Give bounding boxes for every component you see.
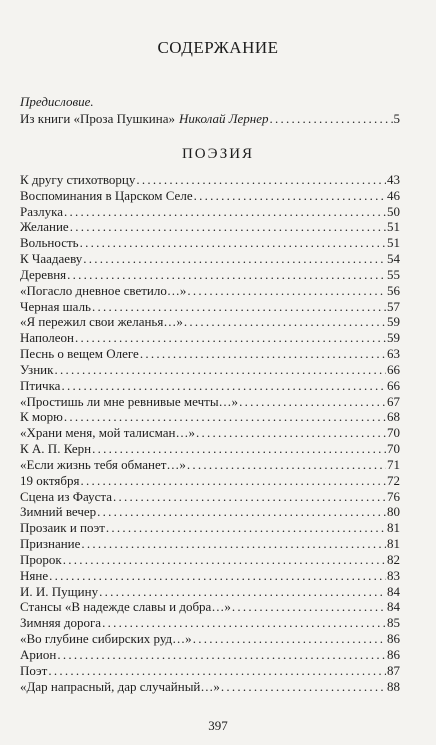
toc-entry bbox=[20, 219, 400, 235]
toc-entry bbox=[20, 188, 400, 204]
toc-entry bbox=[20, 489, 400, 505]
preface-entry bbox=[20, 111, 400, 126]
entry-title: Птичка bbox=[20, 377, 61, 393]
toc-entry bbox=[20, 473, 400, 489]
entry-page-number: 76 bbox=[387, 488, 400, 504]
entry-page-number: 50 bbox=[387, 203, 400, 219]
entry-page-number: 82 bbox=[387, 551, 400, 567]
dot-leader bbox=[193, 631, 386, 646]
entry-page-number: 46 bbox=[387, 187, 400, 203]
entry-title: Песнь о вещем Олеге bbox=[20, 346, 139, 362]
entry-page-number: 56 bbox=[387, 282, 400, 298]
entry-title: Признание bbox=[20, 536, 81, 552]
entry-page-number: 84 bbox=[387, 599, 400, 615]
dot-leader bbox=[48, 663, 386, 678]
dot-leader bbox=[221, 679, 386, 694]
entry-title: «Во глубине сибирских руд…» bbox=[20, 631, 192, 647]
entry-page-number: 86 bbox=[387, 631, 400, 647]
toc-entry bbox=[20, 251, 400, 267]
toc-entry bbox=[20, 283, 400, 299]
toc-entry bbox=[20, 267, 400, 283]
dot-leader bbox=[97, 504, 386, 519]
section-title: ПОЭЗИЯ bbox=[181, 146, 255, 162]
entry-page-number: 51 bbox=[387, 219, 400, 235]
entry-title: Зимний вечер bbox=[20, 504, 97, 520]
toc-entry bbox=[20, 599, 400, 615]
entry-title: 19 октября bbox=[20, 472, 80, 488]
entry-page-number: 51 bbox=[387, 235, 400, 251]
preface-label: Предисловие. bbox=[20, 94, 94, 109]
dot-leader bbox=[61, 378, 386, 393]
entry-page-number: 72 bbox=[387, 472, 400, 488]
entry-title: Наполеон bbox=[20, 330, 74, 346]
entry-title: «Простишь ли мне ревнивые мечты…» bbox=[20, 393, 239, 409]
entry-title: К морю bbox=[20, 409, 63, 425]
dot-leader bbox=[92, 441, 386, 456]
entry-page-number: 71 bbox=[387, 456, 400, 472]
entry-title: Зимняя дорога bbox=[20, 615, 102, 631]
preface-entry-title bbox=[20, 111, 269, 126]
entry-page-number: 54 bbox=[387, 251, 400, 267]
dot-leader bbox=[187, 457, 386, 472]
toc-entry bbox=[20, 362, 400, 378]
dot-leader bbox=[140, 346, 386, 361]
toc-entry bbox=[20, 631, 400, 647]
toc-entry bbox=[20, 536, 400, 552]
entry-title: Сцена из Фауста bbox=[20, 488, 112, 504]
entry-title: Пророк bbox=[20, 551, 62, 567]
dot-leader bbox=[239, 394, 386, 409]
entry-title: Узник bbox=[20, 361, 54, 377]
dot-leader bbox=[54, 362, 386, 377]
entry-title: Прозаик и поэт bbox=[20, 520, 105, 536]
dot-leader bbox=[92, 299, 386, 314]
toc-entry bbox=[20, 679, 400, 695]
entry-page-number: 86 bbox=[387, 646, 400, 662]
entry-page-number: 67 bbox=[387, 393, 400, 409]
dot-leader bbox=[80, 235, 386, 250]
toc-entry bbox=[20, 299, 400, 315]
toc-entry bbox=[20, 568, 400, 584]
dot-leader bbox=[99, 584, 386, 599]
toc-entry bbox=[20, 552, 400, 568]
entry-page-number: 84 bbox=[387, 583, 400, 599]
dot-leader bbox=[64, 204, 386, 219]
entry-page-number: 59 bbox=[387, 314, 400, 330]
entry-page-number: 87 bbox=[387, 662, 400, 678]
entry-page-number: 88 bbox=[387, 678, 400, 694]
entry-title: «Я пережил свои желанья…» bbox=[20, 314, 183, 330]
dot-leader bbox=[63, 552, 386, 567]
entry-page-number: 81 bbox=[387, 536, 400, 552]
page-title: СОДЕРЖАНИЕ bbox=[157, 38, 279, 57]
entry-page-number: 66 bbox=[387, 361, 400, 377]
entry-title: Разлука bbox=[20, 203, 64, 219]
entry-title: «Если жизнь тебя обманет…» bbox=[20, 456, 186, 472]
entry-page-number: 81 bbox=[387, 520, 400, 536]
toc-entry bbox=[20, 394, 400, 410]
entry-title: «Дар напрасный, дар случайный…» bbox=[20, 678, 220, 694]
entry-title: Поэт bbox=[20, 662, 48, 678]
entry-title: «Храни меня, мой талисман…» bbox=[20, 425, 195, 441]
entry-page-number: 59 bbox=[387, 330, 400, 346]
entry-title: Вольность bbox=[20, 235, 79, 251]
dot-leader bbox=[194, 188, 386, 203]
dot-leader bbox=[106, 520, 386, 535]
dot-leader bbox=[80, 473, 386, 488]
toc-entry bbox=[20, 378, 400, 394]
toc-entry bbox=[20, 235, 400, 251]
dot-leader bbox=[67, 267, 386, 282]
entry-page-number: 68 bbox=[387, 409, 400, 425]
toc-entry bbox=[20, 425, 400, 441]
dot-leader bbox=[113, 489, 386, 504]
entry-page-number: 63 bbox=[387, 346, 400, 362]
toc-entry bbox=[20, 520, 400, 536]
entry-title: К другу стихотворцу bbox=[20, 172, 136, 187]
dot-leader bbox=[83, 251, 386, 266]
toc-entry bbox=[20, 647, 400, 663]
entry-title: К А. П. Керн bbox=[20, 441, 92, 457]
dot-leader bbox=[57, 647, 386, 662]
entry-title: Стансы «В надежде славы и добра…» bbox=[20, 599, 231, 615]
dot-leader bbox=[75, 330, 386, 345]
entry-page-number: 85 bbox=[387, 615, 400, 631]
entry-page-number: 57 bbox=[387, 298, 400, 314]
entry-page-number: 5 bbox=[393, 111, 400, 126]
entry-title: Из книги «Проза Пушкина» bbox=[20, 111, 175, 126]
toc-entry bbox=[20, 409, 400, 425]
toc-entry bbox=[20, 615, 400, 631]
entry-title: И. И. Пущину bbox=[20, 583, 99, 599]
entry-page-number: 55 bbox=[387, 266, 400, 282]
dot-leader bbox=[64, 409, 386, 424]
dot-leader bbox=[81, 536, 386, 551]
toc-entry bbox=[20, 172, 400, 188]
dot-leader bbox=[136, 172, 386, 187]
entry-title: Деревня bbox=[20, 266, 67, 282]
entry-author: Николай Лернер bbox=[178, 111, 269, 126]
dot-leader bbox=[270, 111, 393, 126]
entry-title: Няне bbox=[20, 567, 49, 583]
dot-leader bbox=[49, 568, 386, 583]
toc-entry bbox=[20, 346, 400, 362]
toc-entry bbox=[20, 314, 400, 330]
toc-entry bbox=[20, 457, 400, 473]
entry-title: «Погасло дневное светило…» bbox=[20, 282, 187, 298]
toc-entry bbox=[20, 330, 400, 346]
dot-leader bbox=[196, 425, 386, 440]
dot-leader bbox=[70, 219, 386, 234]
entry-title: Черная шаль bbox=[20, 298, 91, 314]
entry-title: К Чаадаеву bbox=[20, 251, 83, 267]
dot-leader bbox=[232, 599, 386, 614]
dot-leader bbox=[187, 283, 386, 298]
entry-page-number: 83 bbox=[387, 567, 400, 583]
dot-leader bbox=[102, 615, 386, 630]
entry-page-number: 80 bbox=[387, 504, 400, 520]
toc-entry bbox=[20, 441, 400, 457]
dot-leader bbox=[184, 314, 386, 329]
entry-title: Воспоминания в Царском Селе bbox=[20, 187, 193, 203]
toc-list bbox=[0, 172, 436, 694]
entry-title: Арион bbox=[20, 646, 57, 662]
entry-page-number: 70 bbox=[387, 441, 400, 457]
entry-page-number: 70 bbox=[387, 425, 400, 441]
entry-page-number: 43 bbox=[387, 172, 400, 187]
toc-entry bbox=[20, 584, 400, 600]
entry-page-number: 66 bbox=[387, 377, 400, 393]
toc-entry bbox=[20, 663, 400, 679]
toc-entry bbox=[20, 504, 400, 520]
page-number: 397 bbox=[208, 718, 228, 733]
entry-title: Желание bbox=[20, 219, 69, 235]
toc-entry bbox=[20, 204, 400, 220]
